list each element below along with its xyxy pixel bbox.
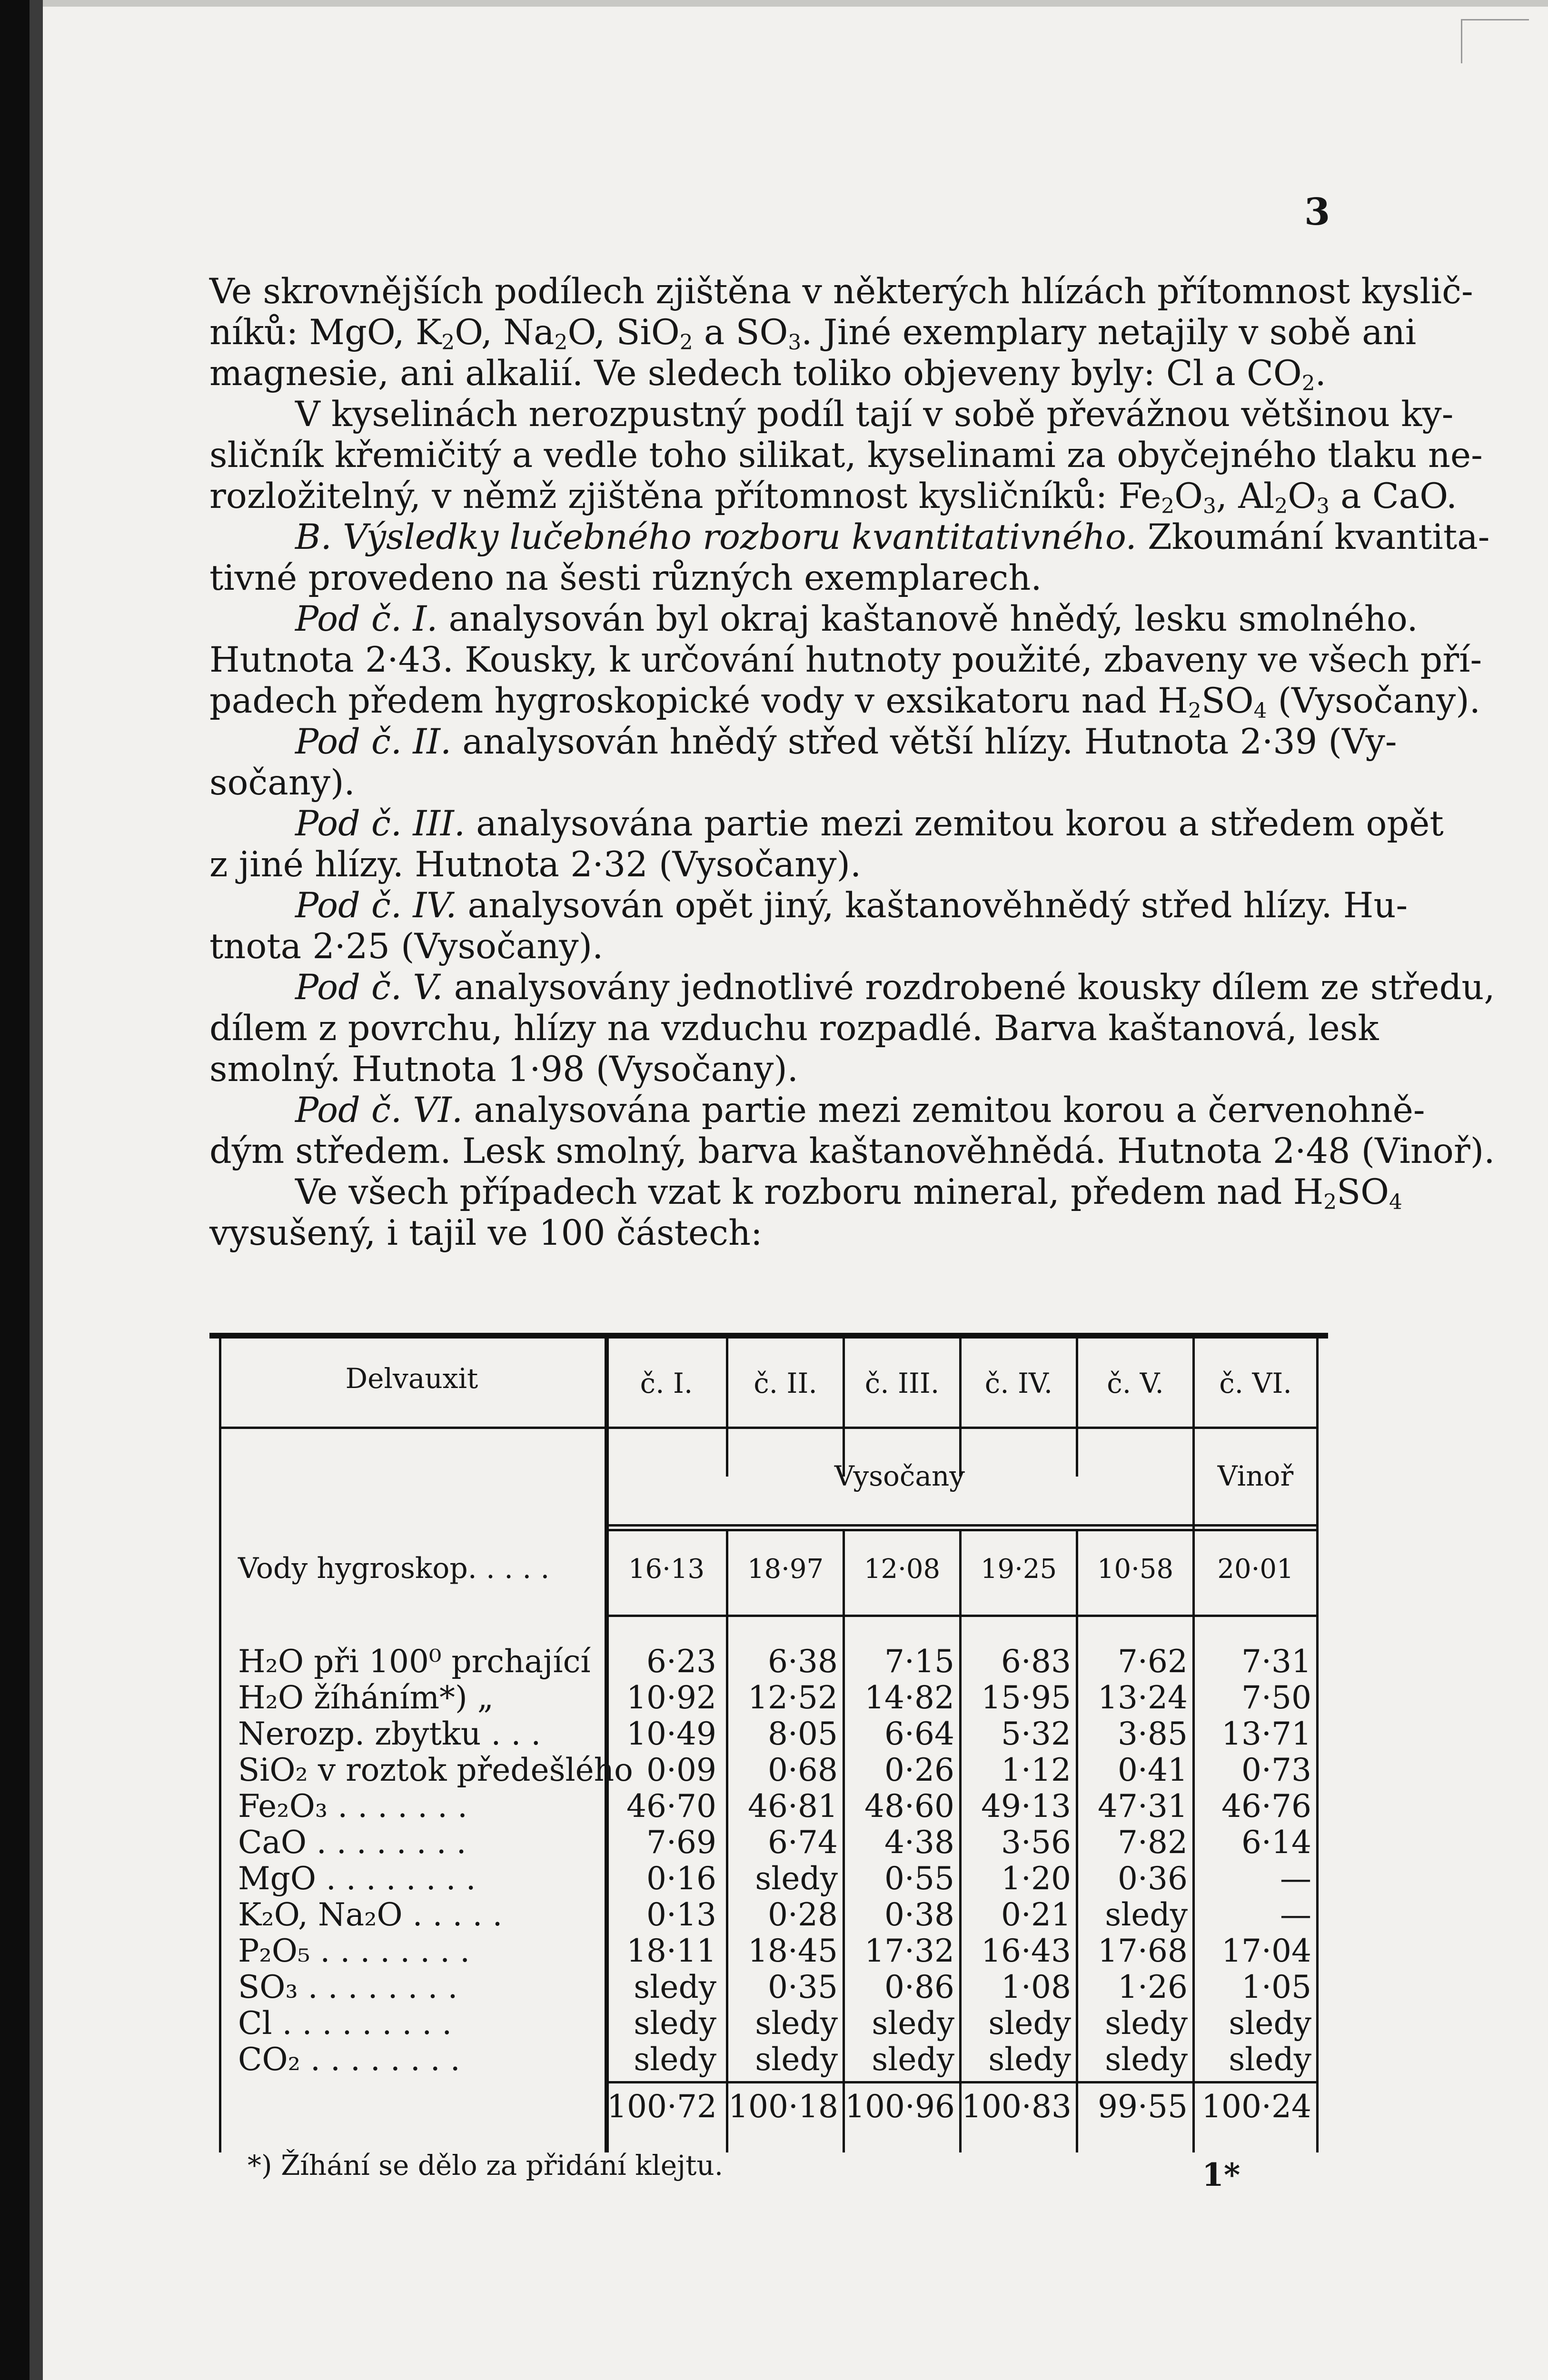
table-cell: 17·32 xyxy=(864,1933,954,1969)
total-cell: 99·55 xyxy=(1098,2088,1188,2125)
table-cell: 5·32 xyxy=(1001,1716,1071,1752)
table-cell: 0·21 xyxy=(1001,1896,1071,1933)
total-cell: 100·96 xyxy=(845,2088,955,2125)
table-rule xyxy=(605,1524,1319,1527)
table-cell: 3·56 xyxy=(1001,1824,1071,1861)
table-cell: 0·41 xyxy=(1118,1752,1188,1788)
row-label: H₂O žíháním*) „ xyxy=(238,1679,494,1716)
table-cell: 6·14 xyxy=(1241,1824,1311,1861)
table-cell: 0·38 xyxy=(884,1896,954,1933)
total-cell: 100·83 xyxy=(962,2088,1072,2125)
table-cell: 48·60 xyxy=(864,1788,954,1825)
table-cell: sledy xyxy=(634,1969,716,2005)
table-cell: sledy xyxy=(634,2041,716,2078)
table-cell: 14·82 xyxy=(864,1679,954,1716)
total-cell: 100·72 xyxy=(607,2088,717,2125)
text-line: V kyselinách nerozpustný podíl tají v sobě převážnou většinou ky- xyxy=(295,394,1454,435)
body-text xyxy=(209,271,1495,1254)
table-rule xyxy=(1316,1339,1319,2152)
table-rule xyxy=(605,2081,1319,2083)
table-rule xyxy=(843,1339,845,1477)
footnote: *) Žíhání se dělo za přidání klejtu. xyxy=(248,2149,724,2182)
text-line: Pod č. VI. analysována partie mezi zemitou korou a červenohně- xyxy=(295,1090,1425,1130)
locality-label: Vinoř xyxy=(1217,1460,1294,1492)
text-line: Pod č. I. analysován byl okraj kaštanově hnědý, lesku smolného. xyxy=(295,599,1418,639)
table-cell: sledy xyxy=(1229,2041,1311,2078)
text-line: Ve všech případech vzat k rozboru mineral, předem nad $H_2SO_4$ xyxy=(295,1172,1402,1214)
table-cell: sledy xyxy=(988,2005,1071,2042)
table-cell: sledy xyxy=(1105,2041,1188,2078)
table-header-label: Delvauxit xyxy=(345,1362,478,1395)
table-cell: 1·12 xyxy=(1001,1752,1071,1788)
row-label: H₂O při 100⁰ prchající xyxy=(238,1643,591,1680)
text-line: magnesie, ani alkalií. Ve sledech toliko objeveny byly: Cl a $CO_2$. xyxy=(209,353,1326,396)
table-cell: 7·62 xyxy=(1118,1643,1188,1680)
page-number: 3 xyxy=(1304,190,1330,234)
table-cell: 0·16 xyxy=(646,1860,716,1897)
table-cell: 47·31 xyxy=(1098,1788,1188,1825)
table-cell: 12·08 xyxy=(863,1554,941,1585)
table-cell: 12·52 xyxy=(748,1679,838,1716)
table-cell: 0·55 xyxy=(884,1860,954,1897)
text-line: níků: MgO, $K_2O$, $Na_2O$, SiO$_2$ a $SO_3$. Jiné exemplary netajily v sobě ani xyxy=(209,312,1417,355)
table-cell: sledy xyxy=(1105,2005,1188,2042)
table-cell: sledy xyxy=(634,2005,716,2042)
locality-label: Vysočany xyxy=(834,1460,965,1492)
table-cell: sledy xyxy=(755,2041,838,2078)
table-cell: 6·23 xyxy=(646,1643,716,1680)
table-cell: 0·35 xyxy=(768,1969,838,2005)
row-label: CaO . . . . . . . . xyxy=(238,1824,466,1861)
text-line: tnota 2·25 (Vysočany). xyxy=(209,926,604,967)
table-cell: 13·71 xyxy=(1221,1716,1311,1752)
crop-mark xyxy=(1461,19,1529,63)
total-cell: 100·24 xyxy=(1201,2088,1311,2125)
row-label: CO₂ . . . . . . . . xyxy=(238,2041,460,2078)
table-cell: 6·38 xyxy=(768,1643,838,1680)
table-cell: sledy xyxy=(872,2005,954,2042)
text-line: Ve skrovnějších podílech zjištěna v některých hlízách přítomnost kyslič- xyxy=(209,271,1473,312)
table-rule xyxy=(605,1529,1319,1531)
table-cell: 17·04 xyxy=(1221,1933,1311,1969)
table-cell: 0·68 xyxy=(768,1752,838,1788)
table-cell: 49·13 xyxy=(981,1788,1071,1825)
table-cell: 1·20 xyxy=(1001,1860,1071,1897)
text-line: dým středem. Lesk smolný, barva kaštanověhnědá. Hutnota 2·48 (Vinoř). xyxy=(209,1131,1495,1171)
table-cell: 0·36 xyxy=(1118,1860,1188,1897)
table-cell: 7·50 xyxy=(1241,1679,1311,1716)
table-cell: sledy xyxy=(988,2041,1071,2078)
scan-border-shadow xyxy=(30,0,43,2380)
text-line: B. Výsledky lučebného rozboru kvantitativného. Zkoumání kvantita- xyxy=(295,517,1490,557)
table-cell: 8·05 xyxy=(768,1716,838,1752)
table-cell: 18·45 xyxy=(748,1933,838,1969)
text-line: vysušený, i tajil ve 100 částech: xyxy=(209,1213,763,1253)
text-line: z jiné hlízy. Hutnota 2·32 (Vysočany). xyxy=(209,844,862,885)
table-cell: 1·08 xyxy=(1001,1969,1071,2005)
text-line: padech předem hygroskopické vody v exsikatoru nad $H_2SO_4$ (Vysočany). xyxy=(209,681,1480,723)
table-cell: 19·25 xyxy=(980,1554,1057,1585)
row-label: Nerozp. zbytku . . . xyxy=(238,1716,541,1752)
column-header: č. V. xyxy=(1107,1367,1164,1399)
table-cell: sledy xyxy=(1105,1896,1188,1933)
row-label: P₂O₅ . . . . . . . . xyxy=(238,1933,470,1969)
table-cell: 18·11 xyxy=(626,1933,716,1969)
text-line: sočany). xyxy=(209,763,355,803)
table-cell: 6·74 xyxy=(768,1824,838,1861)
row-label: SO₃ . . . . . . . . xyxy=(238,1969,458,2005)
table-cell: 15·95 xyxy=(981,1679,1071,1716)
column-header: č. IV. xyxy=(984,1367,1053,1399)
scan-top-edge xyxy=(43,0,1548,7)
table-rule xyxy=(605,1615,1319,1617)
text-line: smolný. Hutnota 1·98 (Vysočany). xyxy=(209,1049,798,1090)
signature-mark: 1* xyxy=(1202,2156,1240,2193)
table-cell: 0·86 xyxy=(884,1969,954,2005)
table-cell: 10·92 xyxy=(626,1679,716,1716)
table-cell: sledy xyxy=(872,2041,954,2078)
table-cell: 0·26 xyxy=(884,1752,954,1788)
table-cell: 0·28 xyxy=(768,1896,838,1933)
text-line: dílem z povrchu, hlízy na vzduchu rozpadlé. Barva kaštanová, lesk xyxy=(209,1008,1379,1049)
table-cell: 7·69 xyxy=(646,1824,716,1861)
table-cell: sledy xyxy=(1229,2005,1311,2042)
table-cell: 20·01 xyxy=(1217,1554,1294,1585)
table-cell: 0·73 xyxy=(1241,1752,1311,1788)
table-rule xyxy=(726,1339,728,1477)
row-label: Vody hygroskop. . . . . xyxy=(238,1552,550,1585)
table-cell: 0·13 xyxy=(646,1896,716,1933)
scan-border xyxy=(0,0,30,2380)
table-cell: 46·76 xyxy=(1221,1788,1311,1825)
text-line: sličník křemičitý a vedle toho silikat, kyselinami za obyčejného tlaku ne- xyxy=(209,435,1483,476)
table-cell: 46·81 xyxy=(748,1788,838,1825)
table-cell: 17·68 xyxy=(1098,1933,1188,1969)
table-cell: 6·83 xyxy=(1001,1643,1071,1680)
column-header: č. II. xyxy=(754,1367,817,1399)
analysis-table xyxy=(209,1333,1328,2152)
row-label: SiO₂ v roztok předešlého xyxy=(238,1752,633,1788)
table-cell: — xyxy=(1280,1896,1311,1933)
table-cell: 46·70 xyxy=(626,1788,716,1825)
column-header: č. III. xyxy=(864,1367,940,1399)
table-cell: 1·26 xyxy=(1118,1969,1188,2005)
total-cell: 100·18 xyxy=(728,2088,838,2125)
table-cell: 3·85 xyxy=(1118,1716,1188,1752)
text-line: tivné provedeno na šesti různých exemplarech. xyxy=(209,558,1042,598)
table-cell: 10·49 xyxy=(626,1716,716,1752)
table-cell: 7·31 xyxy=(1241,1643,1311,1680)
table-cell: — xyxy=(1280,1860,1311,1897)
text-line: rozložitelný, v němž zjištěna přítomnost kysličníků: $Fe_2O_3$, $Al_2O_3$ a CaO. xyxy=(209,476,1458,518)
text-line: Hutnota 2·43. Kousky, k určování hutnoty použité, zbaveny ve všech pří- xyxy=(209,640,1482,680)
table-cell: 7·15 xyxy=(884,1643,954,1680)
table-rule xyxy=(219,1339,221,2152)
text-line: Pod č. V. analysovány jednotlivé rozdrobené kousky dílem ze středu, xyxy=(295,967,1495,1008)
text-line: Pod č. III. analysována partie mezi zemitou korou a středem opět xyxy=(295,803,1444,844)
row-label: Fe₂O₃ . . . . . . . xyxy=(238,1788,467,1825)
table-cell: 0·09 xyxy=(646,1752,716,1788)
table-cell: 16·13 xyxy=(628,1554,705,1585)
table-cell: 16·43 xyxy=(981,1933,1071,1969)
text-line: Pod č. IV. analysován opět jiný, kaštanověhnědý střed hlízy. Hu- xyxy=(295,885,1408,926)
table-cell: sledy xyxy=(755,2005,838,2042)
table-cell: 1·05 xyxy=(1241,1969,1311,2005)
table-cell: 18·97 xyxy=(747,1554,824,1585)
table-rule xyxy=(959,1339,962,1477)
column-header: č. VI. xyxy=(1219,1367,1292,1399)
row-label: K₂O, Na₂O . . . . . xyxy=(238,1896,503,1933)
table-cell: 4·38 xyxy=(884,1824,954,1861)
table-cell: 7·82 xyxy=(1118,1824,1188,1861)
table-rule xyxy=(219,1427,1319,1429)
text-line: Pod č. II. analysován hnědý střed větší hlízy. Hutnota 2·39 (Vy- xyxy=(295,722,1397,762)
table-cell: sledy xyxy=(755,1860,838,1897)
column-header: č. I. xyxy=(640,1367,693,1399)
row-label: MgO . . . . . . . . xyxy=(238,1860,476,1897)
row-label: Cl . . . . . . . . . xyxy=(238,2005,452,2042)
table-cell: 10·58 xyxy=(1097,1554,1174,1585)
table-cell: 6·64 xyxy=(884,1716,954,1752)
table-cell: 13·24 xyxy=(1098,1679,1188,1716)
table-rule xyxy=(1076,1339,1078,1477)
